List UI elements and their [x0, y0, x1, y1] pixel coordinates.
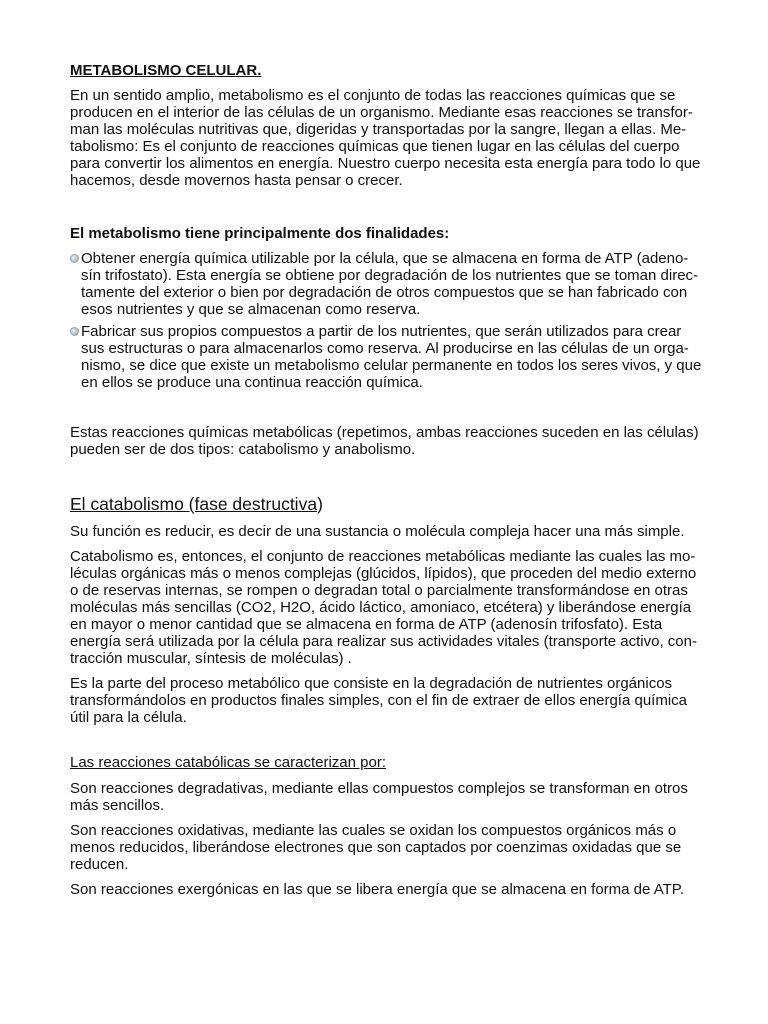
caracteristica-degradativas — [70, 780, 730, 814]
c2-line: menos reducidos, liberándose electrones que son captados por coenzimas oxidadas que se — [70, 839, 682, 856]
page-title — [70, 62, 730, 79]
c1-line: más sencillos. — [70, 797, 165, 814]
intro-line: tabolismo: Es el conjunto de reacciones químicas que tienen lugar en las células del cuerpo — [70, 138, 680, 155]
tipos-line: Estas reacciones químicas metabólicas (repetimos, ambas reacciones suceden en las células) — [70, 424, 699, 441]
bullet-icon — [70, 327, 79, 336]
finalidad-line: esos nutrientes y que se almacenan como reserva. — [81, 301, 421, 318]
p2-line: en mayor o menor cantidad que se almacena en forma de ATP (adenosín trifosfato). Esta — [70, 616, 663, 633]
page-title-text: METABOLISMO CELULAR — [70, 62, 258, 79]
tipos-line: pueden ser de dos tipos: catabolismo y anabolismo. — [70, 441, 416, 458]
catabolismo-p1: Su función es reducir, es decir de una sustancia o molécula compleja hacer una más simple. — [70, 523, 685, 540]
finalidad-line: sus estructuras o para almacenarlos como reserva. Al producirse en las células de un orga- — [81, 340, 689, 357]
finalidad-line: tamente del exterior o bien por degradación de otros compuestos que se han fabricado con — [81, 284, 688, 301]
catabolismo-title-text: El catabolismo (fase destructiva — [70, 494, 318, 514]
finalidad-item — [70, 323, 730, 391]
finalidades-heading: El metabolismo tiene principalmente dos finalidades: — [70, 225, 450, 242]
c2-line: Son reacciones oxidativas, mediante las cuales se oxidan los compuestos orgánicos más o — [70, 822, 677, 839]
intro-line: hacemos, desde movernos hasta pensar o crecer. — [70, 172, 403, 189]
c2-line: reducen. — [70, 856, 129, 873]
bullet-icon — [70, 254, 79, 263]
caracteristica-oxidativas — [70, 822, 730, 873]
caracteristica-exergonicas: Son reacciones exergónicas en las que se libera energía que se almacena en forma de ATP. — [70, 881, 684, 898]
spacer — [70, 396, 730, 424]
p3-line: útil para la célula. — [70, 709, 187, 726]
spacer — [70, 466, 730, 494]
catabolismo-title — [70, 494, 730, 514]
finalidad-line: sín trifostato). Esta energía se obtiene por degradación de los nutrientes que se toman direc- — [81, 267, 699, 284]
catabolismo-p3 — [70, 675, 730, 726]
intro-line: para convertir los alimentos en energía. Nuestro cuerpo necesita esta energía para todo lo que — [70, 155, 701, 172]
caracterizan-heading: Las reacciones catabólicas se caracterizan por: — [70, 754, 386, 771]
finalidad-line: Obtener energía química utilizable por la célula, que se almacena en forma de ATP (adeno- — [81, 250, 689, 267]
intro-line: En un sentido amplio, metabolismo es el conjunto de todas las reacciones químicas que se — [70, 87, 676, 104]
p2-line: energía será utilizada por la célula para realizar sus actividades vitales (transporte activo, con- — [70, 633, 697, 650]
p2-line: tracción muscular, síntesis de moléculas) . — [70, 650, 352, 667]
intro-line: man las moléculas nutritivas que, digeridas y transportadas por la sangre, llegan a ellas. Me- — [70, 121, 687, 138]
c1-line: Son reacciones degradativas, mediante ellas compuestos complejos se transforman en otros — [70, 780, 688, 797]
p2-line: moléculas más sencillas (CO2, H2O, ácido láctico, amoniaco, etcétera) y liberándose energía — [70, 599, 692, 616]
p2-line: Catabolismo es, entonces, el conjunto de reacciones metabólicas mediante las cuales las mo- — [70, 548, 696, 565]
finalidad-item — [70, 250, 730, 318]
catabolismo-title-end: ) — [317, 494, 323, 514]
p3-line: transformándolos en productos finales simples, con el fin de extraer de ellos energía química — [70, 692, 687, 709]
finalidad-line: en ellos se produce una continua reacción química. — [81, 374, 423, 391]
document-page — [70, 62, 730, 906]
page-title-period: . — [257, 62, 262, 79]
intro-paragraph — [70, 87, 730, 189]
intro-line: producen en el interior de las células de un organismo. Mediante esas reacciones se transfor- — [70, 104, 693, 121]
finalidad-line: Fabricar sus propios compuestos a partir de los nutrientes, que serán utilizados para crear — [81, 323, 682, 340]
p2-line: léculas orgánicas más o menos complejas (glúcidos, lípidos), que proceden del medio externo — [70, 565, 697, 582]
p3-line: Es la parte del proceso metabólico que consiste en la degradación de nutrientes orgánicos — [70, 675, 673, 692]
p2-line: o de reservas internas, se rompen o degradan total o parcialmente transformándose en otras — [70, 582, 688, 599]
spacer — [70, 734, 730, 754]
catabolismo-p2 — [70, 548, 730, 667]
tipos-paragraph — [70, 424, 730, 458]
finalidad-line: nismo, se dice que existe un metabolismo celular permanente en todos los seres vivos, y que — [81, 357, 702, 374]
spacer — [70, 197, 730, 225]
